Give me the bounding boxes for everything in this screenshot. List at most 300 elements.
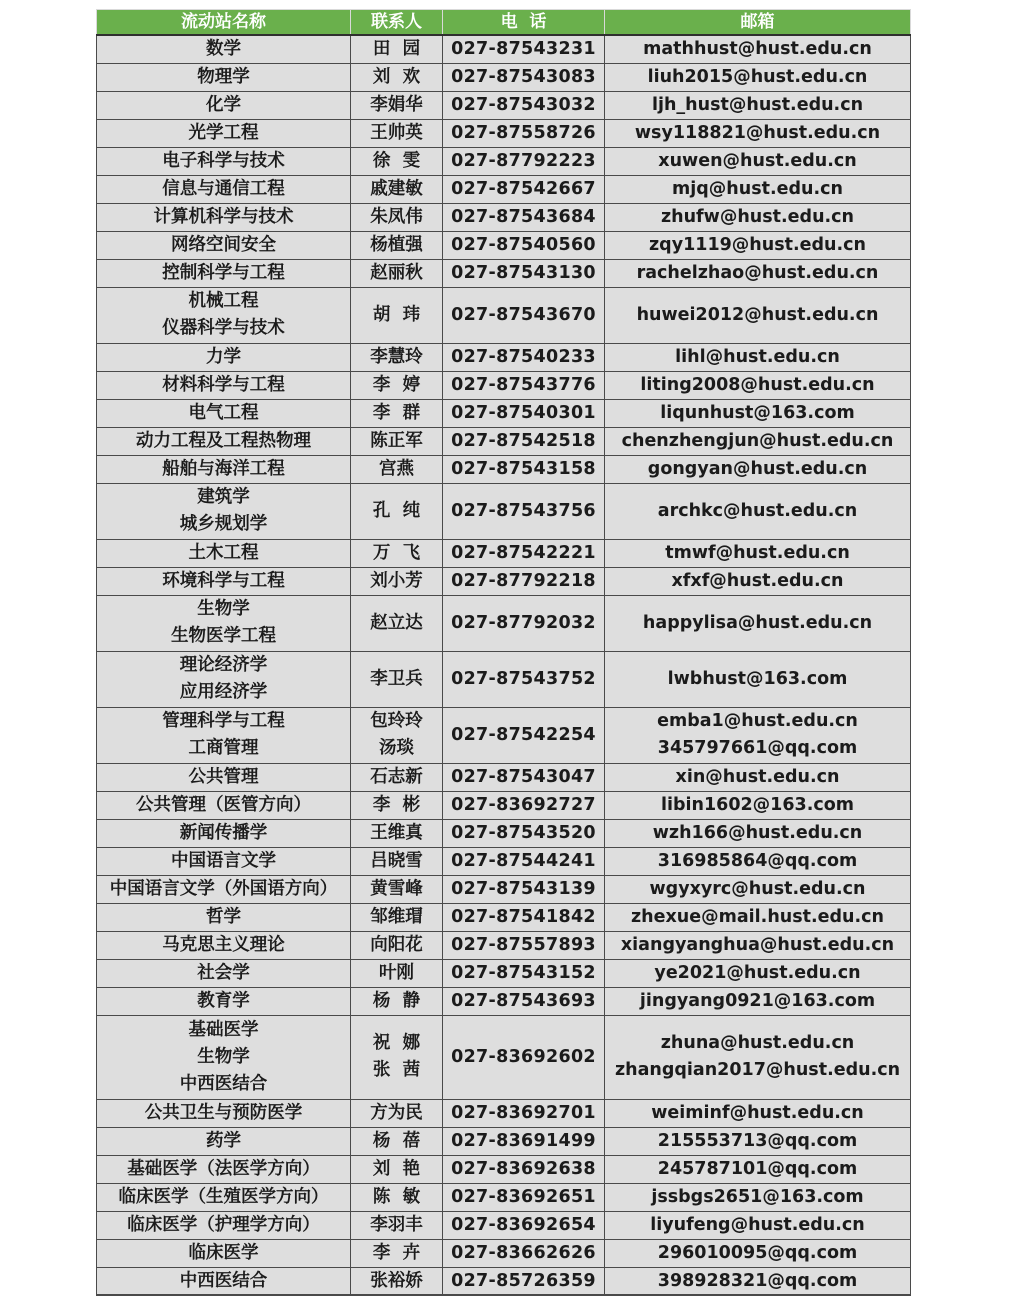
email-cell: [605, 1267, 911, 1295]
table-row: [97, 147, 911, 175]
table-row: [97, 427, 911, 455]
email-address: xuwen@hust.edu.cn: [658, 151, 857, 171]
email-cell: [605, 651, 911, 707]
station-name: 生物学: [197, 1046, 250, 1067]
phone-cell: [443, 259, 605, 287]
station-name: 理论经济学: [179, 655, 268, 675]
email-address: liyufeng@hust.edu.cn: [650, 1215, 865, 1235]
email-address: 316985864@qq.com: [657, 851, 858, 871]
email-address: zhufw@hust.edu.cn: [660, 207, 855, 227]
email-cell: [605, 791, 911, 819]
station-name-cell: [97, 119, 351, 147]
contact-cell: [351, 847, 443, 875]
station-name-cell: [97, 1267, 351, 1295]
phone-number: 027-87542518: [451, 431, 596, 451]
phone-number: 027-83692602: [451, 1047, 596, 1067]
table-row: [97, 1015, 911, 1099]
email-cell: [605, 959, 911, 987]
station-name: 计算机科学与技术: [153, 207, 294, 227]
email-cell: [605, 287, 911, 343]
contact-cell: [351, 371, 443, 399]
station-name-cell: [97, 1127, 351, 1155]
phone-number: 027-83692651: [451, 1187, 596, 1207]
phone-number: 027-87542667: [451, 179, 596, 199]
station-name: 物理学: [197, 67, 250, 87]
contact-name: 李羽丰: [370, 1215, 423, 1235]
station-name: 药学: [206, 1131, 241, 1151]
phone-number: 027-87543752: [451, 669, 596, 689]
phone-number: 027-83662626: [451, 1243, 596, 1263]
station-name: 电子科学与技术: [162, 151, 285, 171]
contact-name: 张 茜: [372, 1060, 421, 1080]
phone-number: 027-87792223: [451, 151, 596, 171]
email-cell: [605, 483, 911, 539]
email-cell: [605, 1239, 911, 1267]
station-name: 化学: [206, 95, 241, 115]
table-row: [97, 791, 911, 819]
email-address: huwei2012@hust.edu.cn: [636, 305, 879, 325]
email-cell: [605, 1211, 911, 1239]
station-name-cell: [97, 707, 351, 763]
station-name: 基础医学（法医学方向）: [127, 1159, 320, 1179]
phone-cell: [443, 455, 605, 483]
station-name: 公共管理（医管方向）: [136, 795, 311, 815]
email-address: xin@hust.edu.cn: [675, 767, 840, 787]
email-cell: [605, 1155, 911, 1183]
station-name: 中国语言文学（外国语方向）: [109, 879, 338, 899]
contact-cell: [351, 1155, 443, 1183]
contact-cell: [351, 595, 443, 651]
contact-name: 田 园: [372, 39, 421, 60]
phone-cell: [443, 91, 605, 119]
contact-name: 向阳花: [370, 935, 423, 955]
station-name-cell: [97, 427, 351, 455]
contact-name: 李娟华: [370, 95, 423, 115]
phone-number: 027-87792032: [451, 613, 596, 633]
station-name: 光学工程: [188, 123, 259, 143]
contact-name: 叶刚: [379, 963, 414, 983]
phone-number: 027-87543158: [451, 459, 596, 479]
contact-name: 汤琰: [379, 738, 414, 758]
table-row: [97, 875, 911, 903]
email-address: liuh2015@hust.edu.cn: [647, 67, 868, 87]
phone-cell: [443, 987, 605, 1015]
table-row: [97, 455, 911, 483]
station-name: 建筑学: [197, 487, 250, 507]
station-name: 哲学: [206, 907, 241, 927]
email-cell: [605, 1183, 911, 1211]
email-address: ye2021@hust.edu.cn: [654, 963, 861, 983]
contact-name: 李 卉: [372, 1243, 421, 1263]
phone-cell: [443, 875, 605, 903]
phone-cell: [443, 707, 605, 763]
station-name: 机械工程: [188, 291, 259, 311]
station-name-cell: [97, 147, 351, 175]
station-name-cell: [97, 287, 351, 343]
phone-number: 027-87541842: [451, 907, 596, 927]
station-name: 临床医学（护理学方向）: [127, 1215, 320, 1235]
email-address: jssbgs2651@163.com: [651, 1187, 864, 1207]
phone-number: 027-87543776: [451, 375, 596, 395]
email-cell: [605, 903, 911, 931]
contact-cell: [351, 35, 443, 63]
phone-number: 027-87557893: [451, 935, 596, 955]
station-name: 马克思主义理论: [162, 935, 285, 955]
table-row: [97, 119, 911, 147]
phone-cell: [443, 147, 605, 175]
contact-cell: [351, 931, 443, 959]
station-name: 仪器科学与技术: [162, 318, 285, 338]
table-row: [97, 91, 911, 119]
phone-cell: [443, 903, 605, 931]
header-phone: 电 话: [443, 10, 605, 36]
contact-name: 赵丽秋: [370, 263, 423, 283]
contact-name: 李卫兵: [370, 669, 423, 689]
contact-name: 杨 蓓: [372, 1131, 421, 1151]
station-name: 公共管理: [188, 767, 259, 787]
phone-number: 027-87543670: [451, 305, 596, 325]
station-name-cell: [97, 231, 351, 259]
contact-name: 万 飞: [372, 543, 421, 563]
phone-number: 027-87543032: [451, 95, 596, 115]
email-cell: [605, 819, 911, 847]
table-row: [97, 175, 911, 203]
station-name: 社会学: [197, 963, 250, 983]
station-name: 力学: [206, 347, 241, 367]
table-row: [97, 651, 911, 707]
station-name: 动力工程及工程热物理: [136, 431, 311, 451]
phone-cell: [443, 399, 605, 427]
contact-name: 吕晓雪: [370, 851, 423, 871]
station-name-cell: [97, 1099, 351, 1127]
contact-name: 杨 静: [372, 991, 421, 1011]
email-address: zqy1119@hust.edu.cn: [648, 235, 866, 255]
table-row: [97, 987, 911, 1015]
email-address: ljh_hust@hust.edu.cn: [651, 95, 864, 115]
contact-cell: [351, 1127, 443, 1155]
station-name: 城乡规划学: [179, 514, 268, 534]
contact-name: 胡 玮: [372, 305, 421, 325]
station-name: 中西医结合: [179, 1073, 268, 1094]
contact-cell: [351, 1015, 443, 1099]
phone-cell: [443, 343, 605, 371]
station-name-cell: [97, 539, 351, 567]
station-name: 应用经济学: [179, 682, 268, 702]
table-row: [97, 595, 911, 651]
email-address: zhuna@hust.edu.cn: [660, 1033, 855, 1053]
contact-cell: [351, 651, 443, 707]
email-cell: [605, 231, 911, 259]
email-cell: [605, 1099, 911, 1127]
contact-name: 王维真: [370, 823, 423, 843]
email-cell: [605, 63, 911, 91]
table-row: [97, 483, 911, 539]
email-cell: [605, 343, 911, 371]
email-cell: [605, 371, 911, 399]
contact-cell: [351, 91, 443, 119]
phone-cell: [443, 819, 605, 847]
email-address: xfxf@hust.edu.cn: [671, 571, 844, 591]
contact-name: 陈 敏: [372, 1187, 421, 1207]
phone-cell: [443, 427, 605, 455]
station-name: 电气工程: [188, 403, 259, 423]
table-body: [97, 35, 911, 1295]
table-row: [97, 231, 911, 259]
station-name-cell: [97, 959, 351, 987]
contact-cell: [351, 119, 443, 147]
phone-number: 027-87543231: [451, 39, 596, 60]
contact-name: 张裕娇: [370, 1270, 423, 1291]
contact-name: 李 群: [372, 403, 421, 423]
email-cell: [605, 987, 911, 1015]
phone-number: 027-87540560: [451, 235, 596, 255]
station-name: 管理科学与工程: [162, 711, 285, 731]
contact-name: 石志新: [370, 767, 423, 787]
header-station: 流动站名称: [97, 10, 351, 36]
table-row: [97, 567, 911, 595]
phone-number: 027-87543152: [451, 963, 596, 983]
email-address: weiminf@hust.edu.cn: [651, 1103, 864, 1123]
header-email: 邮箱: [605, 10, 911, 36]
station-name-cell: [97, 819, 351, 847]
station-name: 临床医学: [188, 1243, 259, 1263]
email-address: lihl@hust.edu.cn: [675, 347, 840, 367]
email-cell: [605, 427, 911, 455]
email-cell: [605, 203, 911, 231]
phone-number: 027-87543684: [451, 207, 596, 227]
phone-cell: [443, 1099, 605, 1127]
phone-number: 027-83692727: [451, 795, 596, 815]
email-cell: [605, 35, 911, 63]
email-address: emba1@hust.edu.cn: [657, 711, 858, 731]
station-name: 工商管理: [188, 738, 259, 758]
station-name: 生物医学工程: [171, 626, 276, 646]
station-name-cell: [97, 1155, 351, 1183]
contact-cell: [351, 567, 443, 595]
phone-cell: [443, 847, 605, 875]
phone-number: 027-83692701: [451, 1103, 596, 1123]
contact-cell: [351, 1239, 443, 1267]
station-name: 教育学: [197, 991, 250, 1011]
contact-name: 包玲玲: [370, 711, 423, 731]
station-name-cell: [97, 931, 351, 959]
phone-number: 027-85726359: [451, 1270, 596, 1291]
email-address: 215553713@qq.com: [657, 1131, 858, 1151]
email-cell: [605, 1127, 911, 1155]
contact-cell: [351, 539, 443, 567]
email-cell: [605, 147, 911, 175]
contact-name: 宫燕: [379, 459, 414, 479]
contact-cell: [351, 707, 443, 763]
email-address: tmwf@hust.edu.cn: [665, 543, 850, 563]
station-name-cell: [97, 847, 351, 875]
email-cell: [605, 763, 911, 791]
email-address: chenzhengjun@hust.edu.cn: [621, 431, 894, 451]
phone-cell: [443, 791, 605, 819]
header-contact: 联系人: [351, 10, 443, 36]
phone-cell: [443, 63, 605, 91]
email-cell: [605, 539, 911, 567]
contact-cell: [351, 175, 443, 203]
email-cell: [605, 931, 911, 959]
email-cell: [605, 455, 911, 483]
phone-number: 027-87543047: [451, 767, 596, 787]
email-address: wsy118821@hust.edu.cn: [634, 123, 881, 143]
table-row: [97, 35, 911, 63]
station-name-cell: [97, 63, 351, 91]
phone-number: 027-87543693: [451, 991, 596, 1011]
table-row: [97, 1127, 911, 1155]
table-row: [97, 287, 911, 343]
phone-cell: [443, 175, 605, 203]
phone-number: 027-83691499: [451, 1131, 596, 1151]
phone-number: 027-87543520: [451, 823, 596, 843]
table-row: [97, 371, 911, 399]
contact-cell: [351, 1211, 443, 1239]
phone-cell: [443, 931, 605, 959]
contact-name: 李 彬: [372, 795, 421, 815]
station-name: 环境科学与工程: [162, 571, 285, 591]
phone-cell: [443, 651, 605, 707]
phone-cell: [443, 595, 605, 651]
email-address: xiangyanghua@hust.edu.cn: [620, 935, 895, 955]
contact-name: 杨植强: [370, 235, 423, 255]
phone-cell: [443, 567, 605, 595]
station-name: 材料科学与工程: [162, 375, 285, 395]
table-row: [97, 259, 911, 287]
contact-name: 朱凤伟: [370, 207, 423, 227]
phone-cell: [443, 763, 605, 791]
phone-cell: [443, 203, 605, 231]
phone-number: 027-87540233: [451, 347, 596, 367]
station-name: 基础医学: [188, 1019, 259, 1040]
contact-name: 赵立达: [370, 613, 423, 633]
station-name-cell: [97, 343, 351, 371]
contact-name: 刘 艳: [372, 1159, 421, 1179]
station-name-cell: [97, 399, 351, 427]
email-address: zhangqian2017@hust.edu.cn: [614, 1060, 901, 1080]
email-cell: [605, 399, 911, 427]
email-address: 296010095@qq.com: [657, 1243, 858, 1263]
contact-cell: [351, 875, 443, 903]
email-cell: [605, 707, 911, 763]
station-name-cell: [97, 763, 351, 791]
contact-name: 孔 纯: [372, 501, 421, 521]
contact-cell: [351, 147, 443, 175]
phone-number: 027-87558726: [451, 123, 596, 143]
email-address: 345797661@qq.com: [657, 738, 858, 758]
station-name-cell: [97, 791, 351, 819]
phone-number: 027-87542221: [451, 543, 596, 563]
station-name: 控制科学与工程: [162, 263, 285, 283]
station-name: 公共卫生与预防医学: [144, 1103, 303, 1123]
table-row: [97, 1211, 911, 1239]
phone-cell: [443, 483, 605, 539]
phone-number: 027-87542254: [451, 725, 596, 745]
contact-name: 黄雪峰: [370, 879, 423, 899]
phone-cell: [443, 1155, 605, 1183]
contact-cell: [351, 959, 443, 987]
contact-name: 李慧玲: [370, 347, 423, 367]
email-address: wgyxyrc@hust.edu.cn: [649, 879, 866, 899]
phone-cell: [443, 371, 605, 399]
station-name: 船舶与海洋工程: [162, 459, 285, 479]
email-address: gongyan@hust.edu.cn: [647, 459, 868, 479]
contact-cell: [351, 343, 443, 371]
table-row: [97, 399, 911, 427]
phone-number: 027-83692654: [451, 1215, 596, 1235]
table-row: [97, 203, 911, 231]
email-address: liqunhust@163.com: [660, 403, 855, 423]
station-name-cell: [97, 1015, 351, 1099]
phone-number: 027-87792218: [451, 571, 596, 591]
table-row: [97, 903, 911, 931]
contact-name: 李 婷: [372, 375, 421, 395]
contact-cell: [351, 903, 443, 931]
station-name-cell: [97, 91, 351, 119]
contact-cell: [351, 287, 443, 343]
station-name: 网络空间安全: [171, 235, 276, 255]
email-address: libin1602@163.com: [661, 795, 854, 815]
phone-number: 027-87543130: [451, 263, 596, 283]
station-name: 土木工程: [188, 543, 259, 563]
contact-cell: [351, 203, 443, 231]
phone-number: 027-87543756: [451, 501, 596, 521]
phone-number: 027-83692638: [451, 1159, 596, 1179]
email-cell: [605, 175, 911, 203]
table-row: [97, 819, 911, 847]
station-name: 信息与通信工程: [162, 179, 285, 199]
table-row: [97, 959, 911, 987]
contact-name: 邹维瑁: [370, 907, 423, 927]
phone-cell: [443, 231, 605, 259]
email-cell: [605, 1015, 911, 1099]
phone-cell: [443, 1211, 605, 1239]
station-name-cell: [97, 987, 351, 1015]
contact-cell: [351, 763, 443, 791]
phone-cell: [443, 35, 605, 63]
contact-cell: [351, 1183, 443, 1211]
table-row: [97, 847, 911, 875]
email-cell: [605, 119, 911, 147]
email-address: mjq@hust.edu.cn: [672, 179, 843, 199]
contact-name: 王帅英: [370, 123, 423, 143]
contact-table: [96, 9, 911, 1296]
email-cell: [605, 875, 911, 903]
contact-cell: [351, 231, 443, 259]
phone-cell: [443, 539, 605, 567]
station-name: 生物学: [197, 599, 250, 619]
station-name: 中西医结合: [179, 1270, 268, 1291]
table-row: [97, 1267, 911, 1295]
phone-cell: [443, 1183, 605, 1211]
header-row: [97, 10, 911, 36]
station-name-cell: [97, 1239, 351, 1267]
contact-cell: [351, 259, 443, 287]
table-row: [97, 343, 911, 371]
phone-number: 027-87543139: [451, 879, 596, 899]
contact-cell: [351, 1267, 443, 1295]
email-address: liting2008@hust.edu.cn: [640, 375, 875, 395]
contact-name: 刘 欢: [372, 67, 421, 87]
email-address: happylisa@hust.edu.cn: [642, 613, 873, 633]
table-row: [97, 1155, 911, 1183]
email-address: 398928321@qq.com: [657, 1270, 858, 1291]
contact-cell: [351, 483, 443, 539]
contact-name: 徐 雯: [372, 151, 421, 171]
phone-cell: [443, 959, 605, 987]
phone-cell: [443, 1239, 605, 1267]
